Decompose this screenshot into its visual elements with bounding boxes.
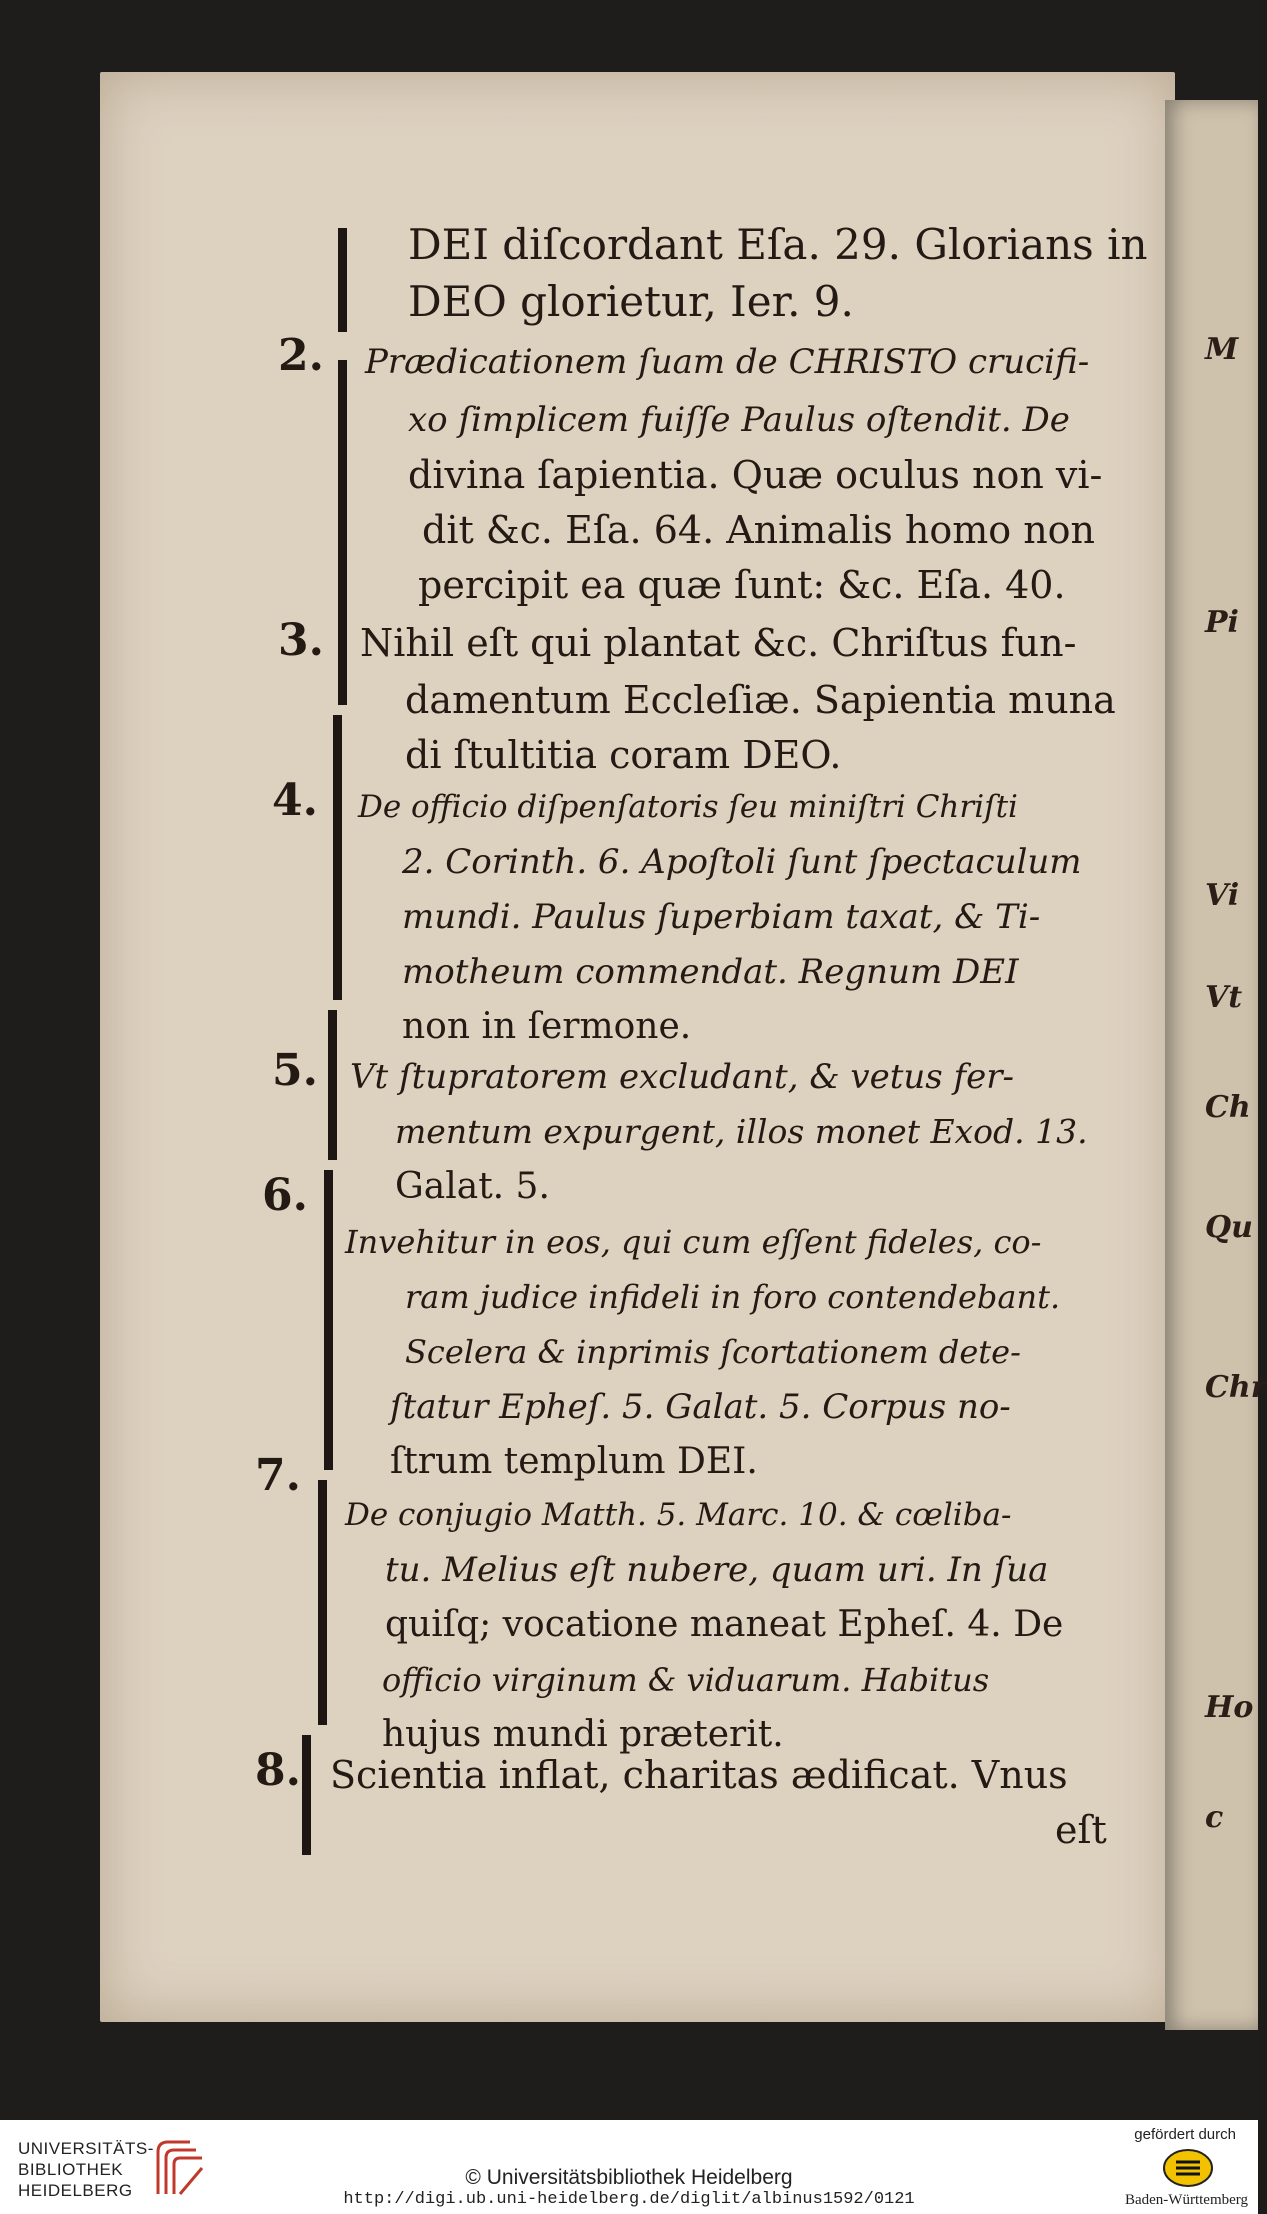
text-line: Nihil eſt qui plantat &c. Chriſtus fun- [360, 621, 1077, 665]
margin-bar [328, 1010, 337, 1160]
chapter-number: 6. [262, 1170, 308, 1221]
facing-fragment: Vi [1205, 878, 1240, 913]
text-line: xo ſimplicem fuiſſe Paulus oſtendit. De [408, 400, 1070, 440]
text-line: damentum Eccleſiæ. Sapientia muna [405, 678, 1116, 722]
footer [0, 2120, 1258, 2214]
text-line: tu. Melius eſt nubere, quam uri. In ſua [385, 1550, 1049, 1590]
chapter-number: 4. [272, 775, 318, 826]
chapter-number: 8. [255, 1745, 301, 1796]
margin-bar [338, 360, 347, 705]
text-line: ſtatur Epheſ. 5. Galat. 5. Corpus no- [390, 1387, 1011, 1427]
library-line: UNIVERSITÄTS- [18, 2139, 154, 2158]
text-line: quiſq; vocatione maneat Epheſ. 4. De [385, 1604, 1064, 1645]
margin-bar [324, 1170, 333, 1470]
text-line: De officio diſpenſatoris ſeu miniſtri Chriſti [358, 789, 1018, 825]
text-line: DEI diſcordant Eſa. 29. Glorians in [408, 220, 1148, 269]
text-line: Galat. 5. [395, 1166, 550, 1207]
margin-bar [302, 1735, 311, 1855]
text-line: divina ſapientia. Quæ oculus non vi- [408, 453, 1103, 497]
text-line: percipit ea quæ ſunt: &c. Eſa. 40. [418, 563, 1066, 607]
text-line: ram judice infideli in foro contendebant. [405, 1278, 1061, 1316]
margin-bar [338, 228, 347, 332]
margin-bar [333, 715, 342, 1000]
chapter-number: 7. [255, 1450, 301, 1501]
text-line: 2. Corinth. 6. Apoſtoli ſunt ſpectaculum [402, 842, 1082, 882]
copyright-text: © Universitätsbibliothek Heidelberg [465, 2166, 793, 2189]
funder-name: Baden-Württemberg [1124, 2192, 1248, 2208]
text-line: Invehitur in eos, qui cum eſſent fideles, co- [345, 1223, 1042, 1261]
chapter-number: 5. [272, 1045, 318, 1096]
chapter-number: 2. [278, 330, 324, 381]
state-seal-icon [1162, 2148, 1214, 2188]
text-line: De conjugio Matth. 5. Marc. 10. & cœliba- [345, 1497, 1012, 1533]
facing-fragment: Pi [1205, 605, 1239, 640]
text-line: Prædicationem ſuam de CHRISTO crucifi- [365, 342, 1090, 382]
text-line: Scientia inflat, charitas ædificat. Vnus [330, 1753, 1068, 1797]
facing-fragment: c [1205, 1800, 1224, 1835]
funded-by-label: gefördert durch [1134, 2126, 1236, 2143]
text-line: di ſtultitia coram DEO. [405, 733, 842, 777]
text-line: hujus mundi præterit. [382, 1714, 784, 1755]
facing-fragment: Ho [1205, 1690, 1254, 1725]
margin-bar [318, 1480, 327, 1725]
library-line: BIBLIOTHEK [18, 2160, 124, 2179]
facing-fragment: Qu [1205, 1210, 1253, 1245]
facing-fragment: Vt [1205, 980, 1243, 1015]
text-line: officio virginum & viduarum. Habitus [382, 1661, 990, 1699]
text-line: ſtrum templum DEI. [390, 1441, 758, 1482]
facing-page-edge [1165, 100, 1267, 2030]
facing-fragment: M [1205, 332, 1239, 367]
chapter-number: 3. [278, 615, 324, 666]
text-line: DEO glorietur, Ier. 9. [408, 277, 854, 326]
text-line: mundi. Paulus ſuperbiam taxat, & Ti- [402, 897, 1041, 937]
text-line: non in ſermone. [402, 1006, 692, 1047]
text-line: eſt [1055, 1808, 1107, 1852]
facing-fragment: Ch [1205, 1090, 1251, 1125]
library-line: HEIDELBERG [18, 2181, 133, 2200]
text-line: dit &c. Eſa. 64. Animalis homo non [422, 508, 1096, 552]
text-line: motheum commendat. Regnum DEI [402, 952, 1019, 992]
text-line: Scelera & inprimis ſcortationem dete- [405, 1333, 1021, 1371]
text-line: Vt ſtupratorem excludant, & vetus fer- [350, 1057, 1014, 1097]
facing-fragment: Chr [1205, 1370, 1267, 1405]
text-line: mentum expurgent, illos monet Exod. 13. [395, 1112, 1088, 1151]
source-url[interactable]: http://digi.ub.uni-heidelberg.de/diglit/albinus1592/0121 [343, 2190, 915, 2209]
